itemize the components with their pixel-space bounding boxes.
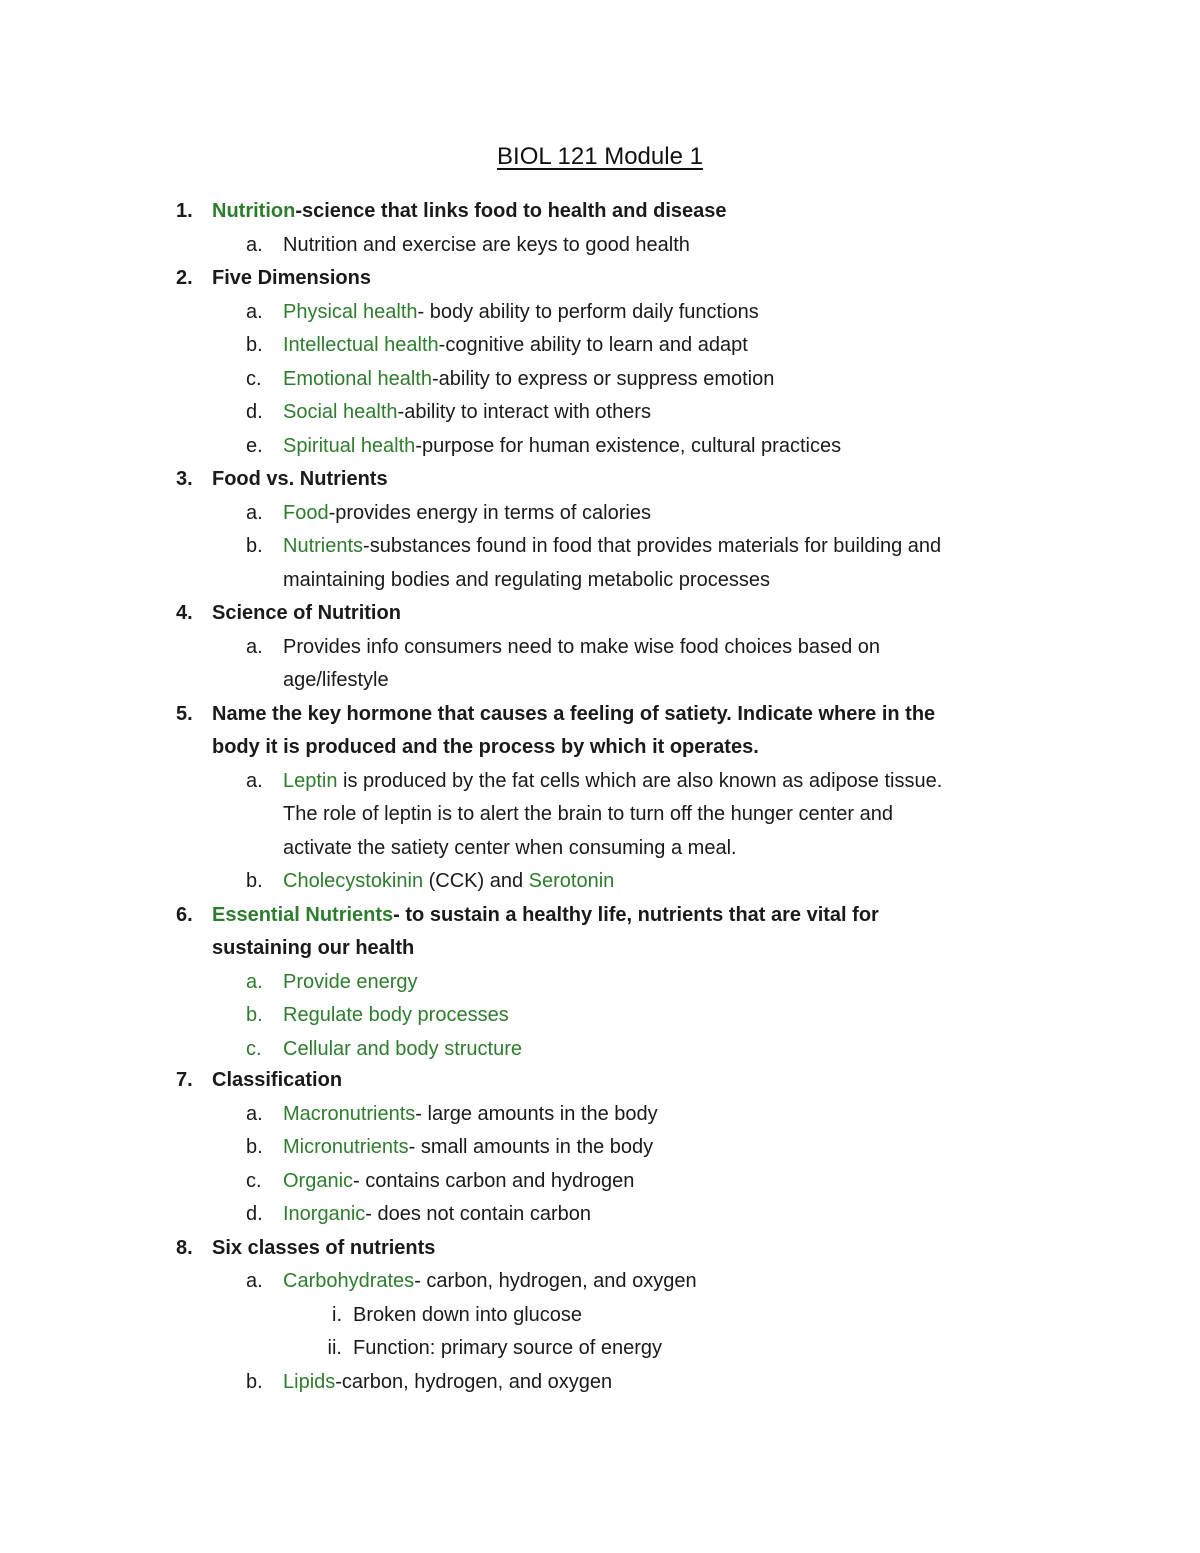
roman-marker: i.	[332, 1304, 342, 1326]
sub-sub-text: Function: primary source of energy	[353, 1337, 663, 1359]
sub-text: -carbon, hydrogen, and oxygen	[335, 1371, 613, 1393]
sub-text: -substances found in food that provides materials for building and	[363, 535, 942, 557]
term: Nutrition	[212, 200, 296, 222]
sub-text: Nutrition and exercise are keys to good health	[283, 234, 690, 256]
sub-text: -provides energy in terms of calories	[328, 502, 651, 524]
item-text: sustaining our health	[212, 937, 415, 959]
sub-marker: c.	[246, 1170, 262, 1192]
sub-marker: b.	[246, 535, 263, 557]
sub-marker: b.	[246, 870, 263, 892]
term: Organic	[283, 1170, 354, 1192]
term: Essential Nutrients	[212, 904, 394, 926]
sub-marker: a.	[246, 301, 263, 323]
sub-text: activate the satiety center when consuming a meal.	[283, 837, 737, 859]
sub-marker: c.	[246, 1038, 262, 1060]
sub-marker: a.	[246, 1103, 263, 1125]
term: Inorganic	[283, 1203, 366, 1225]
roman-marker: ii.	[327, 1337, 342, 1359]
sub-text: Cellular and body structure	[283, 1038, 523, 1060]
item-number: 7.	[176, 1069, 193, 1091]
sub-text: Provide energy	[283, 971, 418, 993]
sub-text: - large amounts in the body	[415, 1103, 658, 1125]
sub-text: - carbon, hydrogen, and oxygen	[414, 1270, 697, 1292]
term: Social health	[283, 401, 398, 423]
term: Macronutrients	[283, 1103, 416, 1125]
sub-text: -cognitive ability to learn and adapt	[438, 334, 748, 356]
sub-marker: e.	[246, 435, 263, 457]
sub-marker: a.	[246, 971, 263, 993]
sub-text: - small amounts in the body	[408, 1136, 654, 1158]
sub-marker: b.	[246, 1136, 263, 1158]
sub-text: maintaining bodies and regulating metabolic processes	[283, 569, 770, 591]
item-text: Six classes of nutrients	[212, 1237, 436, 1259]
item-text: Science of Nutrition	[212, 602, 401, 624]
term: Intellectual health	[283, 334, 439, 356]
sub-marker: b.	[246, 1004, 263, 1026]
item-text: Food vs. Nutrients	[212, 468, 388, 490]
item-text: Five Dimensions	[212, 267, 371, 289]
sub-marker: b.	[246, 334, 263, 356]
sub-text: -ability to interact with others	[397, 401, 651, 423]
item-text: Name the key hormone that causes a feeling of satiety. Indicate where in the	[212, 703, 936, 725]
term: Serotonin	[528, 870, 615, 892]
term: Spiritual health	[283, 435, 416, 457]
item-text: - to sustain a healthy life, nutrients that are vital for	[393, 904, 879, 926]
term: Cholecystokinin	[283, 870, 424, 892]
term: Lipids	[283, 1371, 336, 1393]
sub-text: - does not contain carbon	[365, 1203, 591, 1225]
sub-marker: a.	[246, 234, 263, 256]
sub-text: is produced by the fat cells which are also known as adipose tissue.	[337, 770, 943, 792]
sub-text: -purpose for human existence, cultural practices	[415, 435, 842, 457]
sub-text: Regulate body processes	[283, 1004, 509, 1026]
sub-text: (CCK) and	[423, 870, 529, 892]
sub-marker: a.	[246, 770, 263, 792]
sub-text: - body ability to perform daily functions	[417, 301, 759, 323]
item-text: -science that links food to health and disease	[295, 200, 727, 222]
sub-marker: d.	[246, 1203, 263, 1225]
item-number: 3.	[176, 468, 193, 490]
sub-marker: b.	[246, 1371, 263, 1393]
term: Physical health	[283, 301, 418, 323]
sub-sub-text: Broken down into glucose	[353, 1304, 583, 1326]
sub-text: - contains carbon and hydrogen	[353, 1170, 635, 1192]
term: Leptin	[283, 770, 338, 792]
sub-marker: c.	[246, 368, 262, 390]
page-title: BIOL 121 Module 1	[497, 143, 703, 170]
sub-marker: a.	[246, 636, 263, 658]
sub-marker: d.	[246, 401, 263, 423]
item-number: 6.	[176, 904, 193, 926]
item-text: Classification	[212, 1069, 343, 1091]
item-text: body it is produced and the process by which it operates.	[212, 736, 759, 758]
term: Micronutrients	[283, 1136, 409, 1158]
sub-text: The role of leptin is to alert the brain to turn off the hunger center and	[283, 803, 894, 825]
item-number: 1.	[176, 200, 193, 222]
item-number: 2.	[176, 267, 193, 289]
term: Carbohydrates	[283, 1270, 415, 1292]
term: Emotional health	[283, 368, 432, 390]
sub-text: -ability to express or suppress emotion	[431, 368, 775, 390]
sub-marker: a.	[246, 502, 263, 524]
sub-marker: a.	[246, 1270, 263, 1292]
item-number: 8.	[176, 1237, 193, 1259]
term: Food	[283, 502, 329, 524]
sub-text: age/lifestyle	[283, 669, 389, 691]
sub-text: Provides info consumers need to make wise food choices based on	[283, 636, 881, 658]
item-number: 4.	[176, 602, 193, 624]
item-number: 5.	[176, 703, 193, 725]
term: Nutrients	[283, 535, 364, 557]
